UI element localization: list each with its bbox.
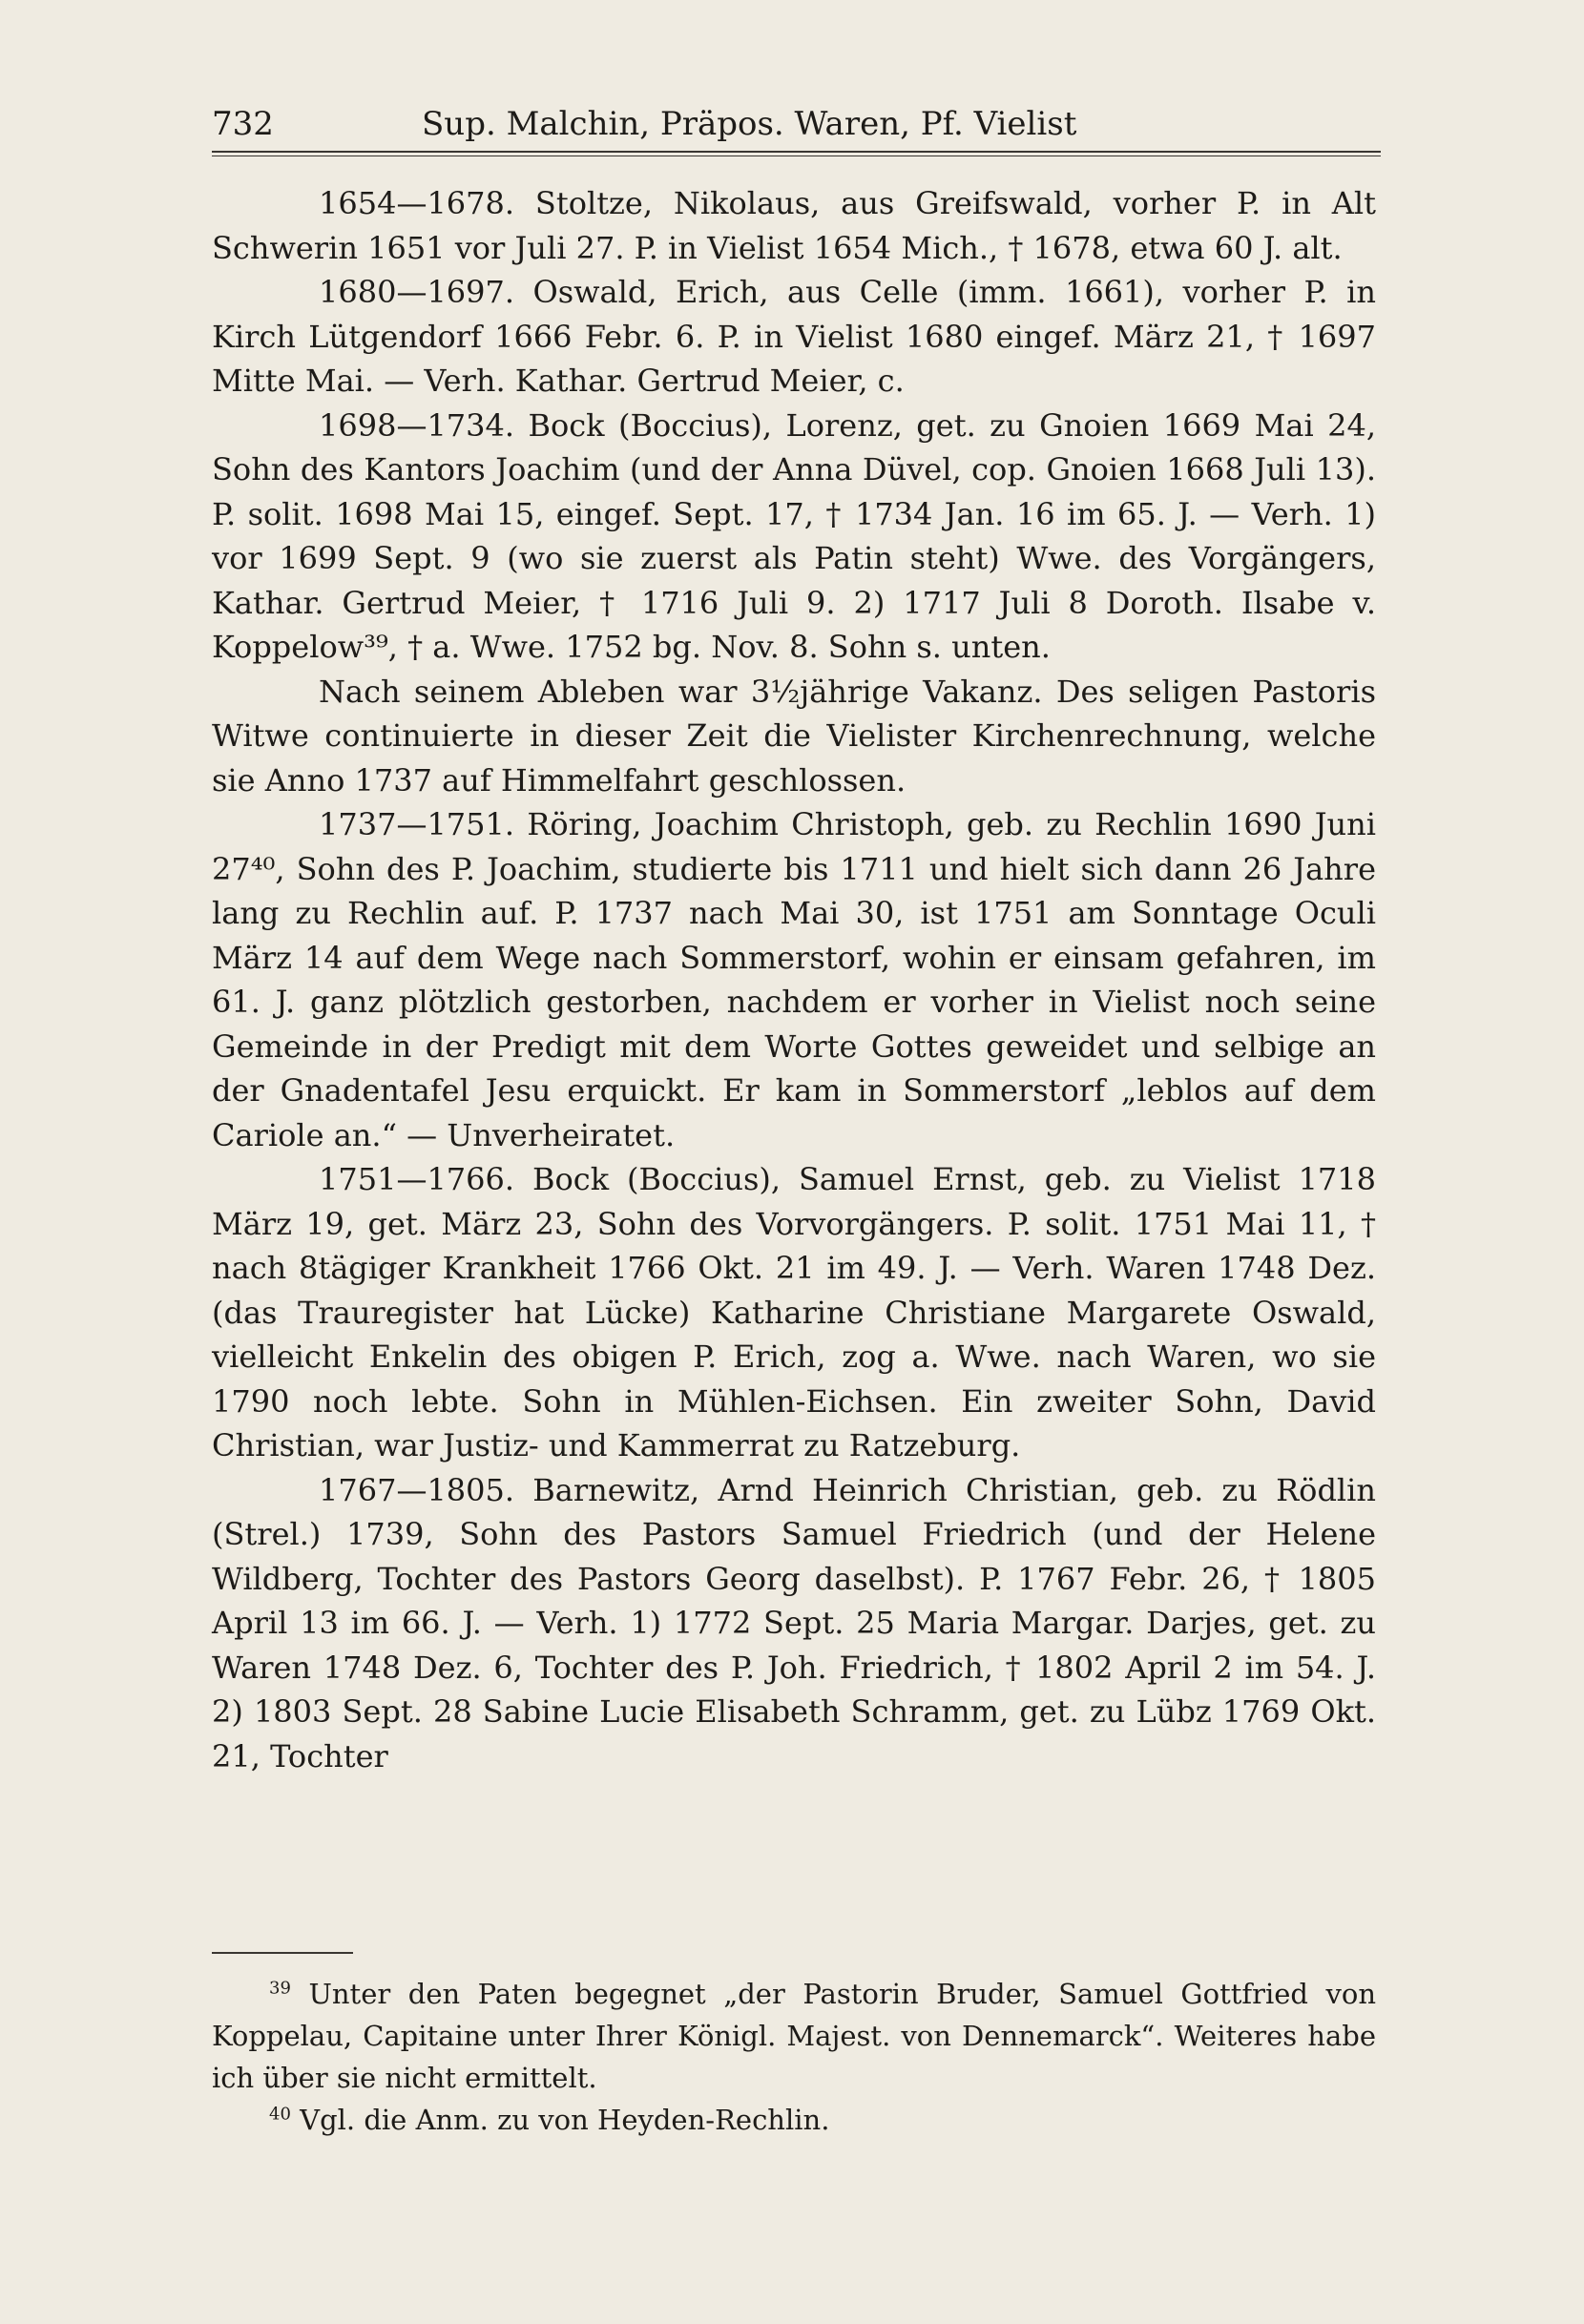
- entry-bock-lorenz: 1698—1734. Bock (Boccius), Lorenz, get. zu Gnoien 1669 Mai 24, Sohn des Kantors Joachim (und der Anna Düvel, cop. Gnoien 1668 Juli 13). P. solit. 1698 Mai 15, eingef. Sept. 17, † 1734 Jan. 16 im 65. J. — Verh. 1) vor 1699 Sept. 9 (wo sie zuerst als Patin steht) Wwe. des Vorgängers, Kathar. Gertrud Meier, † 1716 Juli 9. 2) 1717 Juli 8 Doroth. Ilsabe v. Koppelow³⁹, † a. Wwe. 1752 bg. Nov. 8. Sohn s. unten.: [212, 406, 1376, 665]
- entry-roering: 1737—1751. Röring, Joachim Christoph, geb. zu Rechlin 1690 Juni 27⁴⁰, Sohn des P. Joachim, studierte bis 1711 und hielt sich dann 26 Jahre lang zu Rechlin auf. P. 1737 nach Mai 30, ist 1751 am Sonntage Oculi März 14 auf dem Wege nach Sommerstorf, wohin er einsam gefahren, im 61. J. ganz plötzlich gestorben, nachdem er vorher in Vielist noch seine Gemeinde in der Predigt mit dem Worte Gottes geweidet und selbige an der Gnadentafel Jesu erquickt. Er kam in Sommerstorf „leblos auf dem Cariole an.“ — Unverheiratet.: [212, 806, 1376, 1153]
- entry-stoltze: 1654—1678. Stoltze, Nikolaus, aus Greifswald, vorher P. in Alt Schwerin 1651 vor Juli 27. P. in Vielist 1654 Mich., † 1678, etwa 60 J. alt.: [212, 185, 1376, 266]
- footnote-40: [212, 2099, 1376, 2141]
- vacancy-note: Nach seinem Ableben war 3½jährige Vakanz. Des seligen Pastoris Witwe continuierte in dieser Zeit die Vielister Kirchenrechnung, welche sie Anno 1737 auf Himmelfahrt geschlossen.: [212, 673, 1376, 799]
- page-header: [212, 103, 1381, 145]
- entry-barnewitz: 1767—1805. Barnewitz, Arnd Heinrich Christian, geb. zu Rödlin (Strel.) 1739, Sohn des Pastors Samuel Friedrich (und der Helene Wildberg, Tochter des Pastors Georg daselbst). P. 1767 Febr. 26, † 1805 April 13 im 66. J. — Verh. 1) 1772 Sept. 25 Maria Margar. Darjes, get. zu Waren 1748 Dez. 6, Tochter des P. Joh. Friedrich, † 1802 April 2 im 54. J. 2) 1803 Sept. 28 Sabine Lucie Elisabeth Schramm, get. zu Lübz 1769 Okt. 21, Tochter: [212, 1471, 1376, 1774]
- footnote-marker: 39: [269, 1978, 291, 1999]
- footnote-text: Vgl. die Anm. zu von Heyden-Rechlin.: [300, 2104, 830, 2136]
- footnote-rule: [212, 1952, 353, 1954]
- body-text: [212, 181, 1376, 1778]
- page-number: 732: [212, 105, 274, 143]
- entry-bock-samuel: 1751—1766. Bock (Boccius), Samuel Ernst, geb. zu Vielist 1718 März 19, get. März 23, Sohn des Vorvorgängers. P. solit. 1751 Mai 11, † nach 8tägiger Krankheit 1766 Okt. 21 im 49. J. — Verh. Waren 1748 Dez. (das Trauregister hat Lücke) Katharine Christiane Margarete Oswald, vielleicht Enkelin des obigen P. Erich, zog a. Wwe. nach Waren, wo sie 1790 noch lebte. Sohn in Mühlen-Eichsen. Ein zweiter Sohn, David Christian, war Justiz- und Kammerrat zu Ratzeburg.: [212, 1161, 1376, 1463]
- footnotes: [212, 1973, 1376, 2141]
- footnote-39: [212, 1973, 1376, 2099]
- footnote-text: Unter den Paten begegnet „der Pastorin Bruder, Samuel Gottfried von Koppelau, Capitaine unter Ihrer Königl. Majest. von Dennemarck“. Weiteres habe ich über sie nicht ermittelt.: [212, 1978, 1377, 2094]
- entry-oswald: 1680—1697. Oswald, Erich, aus Celle (imm. 1661), vorher P. in Kirch Lütgendorf 1666 Febr. 6. P. in Vielist 1680 eingef. März 21, † 1697 Mitte Mai. — Verh. Kathar. Gertrud Meier, c.: [212, 274, 1376, 399]
- header-rule: [212, 151, 1381, 156]
- running-title: Sup. Malchin, Präpos. Waren, Pf. Vielist: [422, 105, 1077, 143]
- footnote-marker: 40: [269, 2104, 291, 2125]
